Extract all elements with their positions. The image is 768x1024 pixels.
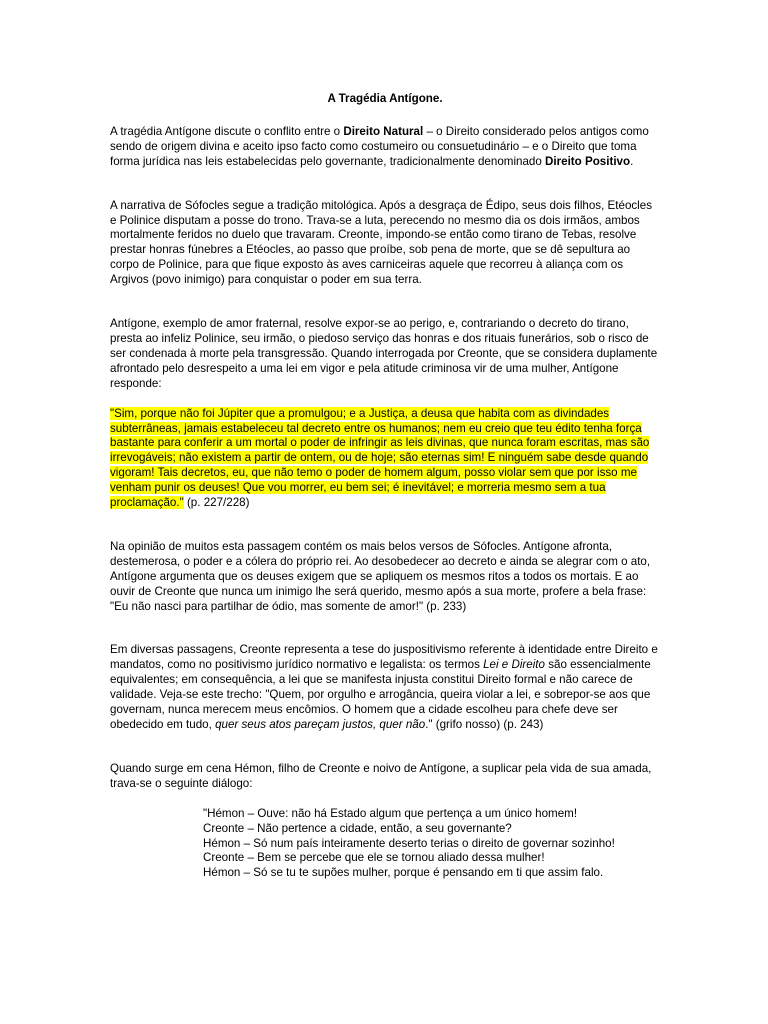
text-run: são essencialmente equivalentes; em consequência, a lei que se manifesta injusta constitui Direito formal e não carece de validade. Veja-se este trecho: "Quem, por orgulho e arrogância, queira violar a lei, e sobrepor-se aos que governam, nunca merecem meus encômios. O homem que a cidade escolheu para chefe deve ser obedecido em tudo, [110, 658, 651, 731]
paragraph-hemon: Quando surge em cena Hémon, filho de Creonte e noivo de Antígone, a suplicar pela vida de sua amada, trava-se o seguinte diálogo: [110, 761, 652, 790]
page-reference: (p. 227/228) [183, 496, 250, 510]
dialogue-line: Hémon – Só num país inteiramente deserto terias o direito de governar sozinho! [203, 836, 615, 850]
text-run: A tragédia Antígone discute o conflito entre o [110, 124, 344, 138]
document-title: A Tragédia Antígone. [327, 92, 443, 105]
bold-term-direito-natural: Direito Natural [343, 124, 424, 138]
italic-term-lei-direito: Lei e Direito [483, 658, 545, 672]
paragraph-narrative: A narrativa de Sófocles segue a tradição mitológica. Após a desgraça de Édipo, seus dois filhos, Etéocles e Polinice disputam a posse do trono. Trava-se a luta, perecendo no mesmo dia os dois irmãos, ambos mortalmente feridos no duelo que travaram. Creonte, impondo-se então como tirano de Tebas, resolve prestar honras fúnebres a Etéocles, ao passo que proíbe, sob pena de morte, que se dê sepultura ao corpo de Polinice, para que fique exposto às aves carniceiras aquele que recorreu à aliança com os Argivos (povo inimigo) para conquistar o poder em sua terra. [110, 198, 653, 287]
highlighted-quote: "Sim, porque não foi Júpiter que a promulgou; e a Justiça, a deusa que habita com as divindades subterrâneas, jamais estabeleceu tal decreto entre os humanos; nem eu creio que teu édito tenha força bastante para conferir a um mortal o poder de infringir as leis divinas, que nunca foram escritas, mas são irrevogáveis; não existem a partir de ontem, ou de hoje; são eternas sim! E ninguém sabe desde quando vigoram! Tais decretos, eu, que não temo o poder de homem algum, posso violar sem que por isso me venham punir os deuses! Que vou morrer, eu bem sei; é inevitável; e morreria mesmo sem a tua proclamação." [110, 406, 650, 510]
paragraph-opinion: Na opinião de muitos esta passagem contém os mais belos versos de Sófocles. Antígone afronta, destemerosa, o poder e a cólera do próprio rei. Ao desobedecer ao decreto e ainda se alegrar com o ato, Antígone argumenta que os deuses exigem que se apliquem os mesmos ritos a todos os mortais. E ao ouvir de Creonte que nunca um inimigo lhe será querido, mesmo após a sua morte, profere a bela frase: "Eu não nasci para partilhar de ódio, mas somente de amor!" (p. 233) [110, 539, 651, 613]
text-run: – o Direito considerado pelos antigos como sendo de origem divina e aceito ipso facto como costumeiro ou consuetudinário – e o Direito que toma forma jurídica nas leis estabelecidas pelo governante, tradicionalmente denominado [110, 124, 649, 168]
dialogue-line: Creonte – Bem se percebe que ele se tornou aliado dessa mulher! [203, 851, 545, 865]
paragraph-quote-highlighted [110, 407, 660, 511]
dialogue-line: "Hémon – Ouve: não há Estado algum que pertença a um único homem! [203, 806, 578, 820]
paragraph-antigone: Antígone, exemplo de amor fraternal, resolve expor-se ao perigo, e, contrariando o decreto do tirano, presta ao infeliz Polinice, seu irmão, o piedoso serviço das honras e dos rituais funerários, sob o risco de ser condenada à morte pela transgressão. Quando interrogada por Creonte, que se considera duplamente afrontado pelo desrespeito a uma lei em vigor e pela atitude criminosa vir de uma mulher, Antígone responde: [110, 317, 658, 390]
document-body [110, 92, 660, 881]
paragraph-intro [110, 125, 660, 170]
text-run: Em diversas passagens, Creonte representa a tese do juspositivismo referente à identidade entre Direito e mandatos, como no positivismo jurídico normativo e legalista: os termos [110, 643, 658, 672]
bold-term-direito-positivo: Direito Positivo [545, 154, 631, 168]
dialogue-line: Hémon – Só se tu te supões mulher, porque é pensando em ti que assim falo. [203, 866, 604, 880]
italic-emphasis: quer seus atos pareçam justos, quer não [215, 718, 426, 731]
dialogue-block [203, 807, 683, 882]
paragraph-creonte [110, 643, 660, 732]
text-run: . [630, 154, 634, 168]
dialogue-line: Creonte – Não pertence a cidade, então, a seu governante? [203, 821, 512, 835]
text-run: ." (grifo nosso) (p. 243) [425, 718, 544, 731]
